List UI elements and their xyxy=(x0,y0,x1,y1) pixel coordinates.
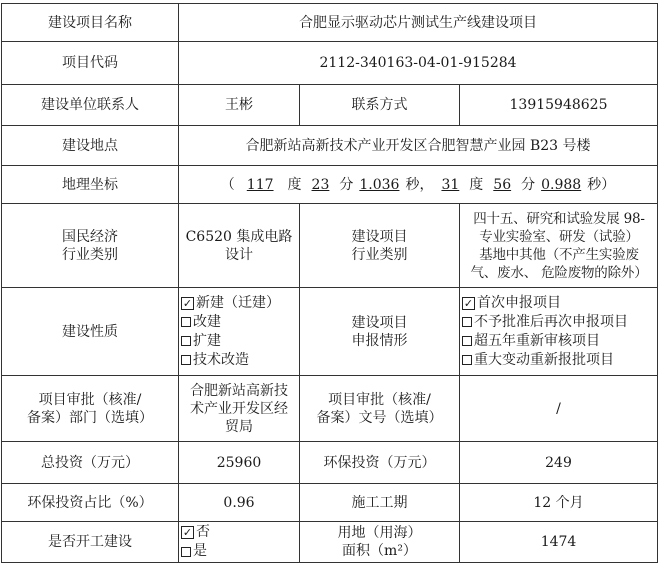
started-option-no[interactable] xyxy=(181,523,295,542)
declare-option-major-change[interactable] xyxy=(462,351,653,370)
sec-unit-2: 秒 xyxy=(587,176,602,193)
env-investment-label: 环保投资（万元） xyxy=(300,442,460,484)
min-unit-2: 分 xyxy=(521,176,536,193)
project-code-label: 项目代码 xyxy=(2,42,179,85)
area-value: 1474 xyxy=(460,522,658,563)
phone-label: 联系方式 xyxy=(300,85,460,126)
checkbox-icon[interactable] xyxy=(462,336,472,346)
row-location xyxy=(2,126,658,166)
declare-option-resubmit[interactable] xyxy=(462,313,653,332)
project-name-value: 合肥显示驱动芯片测试生产线建设项目 xyxy=(179,4,658,42)
approval-dept-value xyxy=(179,376,300,442)
location-value: 合肥新站高新技术产业开发区合肥智慧产业园 B23 号楼 xyxy=(179,126,658,166)
deg-unit: 度 xyxy=(287,176,302,193)
area-label-line: 面积（m²） xyxy=(342,543,417,559)
industry-label-line: 国民经济 xyxy=(62,228,118,245)
option-label: 超五年重新审核项目 xyxy=(474,332,600,349)
approval-dept-line: 术产业开发区经 xyxy=(190,400,288,417)
option-label: 不予批准后再次申报项目 xyxy=(474,313,628,330)
industry-label-line: 行业类别 xyxy=(62,246,118,263)
project-category-line: 专业实验室、研发（试验） xyxy=(479,228,639,245)
lat-minute-field xyxy=(483,177,521,193)
row-investment xyxy=(2,442,658,484)
lat-second-field xyxy=(535,177,587,193)
industry-value xyxy=(179,204,300,288)
project-category-line: 四十五、研究和试验发展 98- xyxy=(473,210,645,227)
lon-second: 1.036 xyxy=(359,176,400,193)
coords-close: ） xyxy=(601,176,616,193)
row-industry xyxy=(2,204,658,288)
checkbox-icon[interactable] xyxy=(181,355,191,365)
declare-label xyxy=(300,288,460,376)
nature-option-new[interactable] xyxy=(181,294,295,313)
checkbox-icon[interactable] xyxy=(181,547,191,557)
row-nature xyxy=(2,288,658,376)
coords-value xyxy=(179,166,658,204)
option-label: 技术改造 xyxy=(193,351,249,368)
project-category-label-line: 行业类别 xyxy=(351,246,408,263)
approval-doc-value: / xyxy=(460,376,658,442)
declare-option-first[interactable] xyxy=(462,294,653,313)
industry-label xyxy=(2,204,179,288)
lat-degree-field xyxy=(433,177,469,193)
ratio-label: 环保投资占比（%） xyxy=(2,484,179,522)
coords-label: 地理坐标 xyxy=(2,166,179,204)
option-label: 否 xyxy=(196,524,210,540)
declare-option-five-years[interactable] xyxy=(462,332,653,351)
project-category-label-line: 建设项目 xyxy=(351,228,408,245)
period-value: 12 个月 xyxy=(460,484,658,522)
option-label: 首次申报项目 xyxy=(477,294,561,311)
started-option-yes[interactable] xyxy=(181,542,295,561)
option-label: 是 xyxy=(193,543,207,559)
project-code-value: 2112-340163-04-01-915284 xyxy=(179,42,658,85)
lon-minute: 23 xyxy=(311,176,330,193)
row-project-name xyxy=(2,4,658,42)
period-label: 施工工期 xyxy=(300,484,460,522)
project-info-table xyxy=(1,3,658,563)
investment-value: 25960 xyxy=(179,442,300,484)
checkbox-icon[interactable] xyxy=(181,336,191,346)
checkbox-icon[interactable] xyxy=(462,355,472,365)
row-approval xyxy=(2,376,658,442)
nature-options xyxy=(179,288,300,376)
lon-degree-field xyxy=(235,177,288,193)
approval-doc-label-line: 备案）文号（选填） xyxy=(316,409,443,426)
coords-open: （ xyxy=(220,176,235,193)
declare-label-line: 建设项目 xyxy=(351,314,408,331)
approval-dept-label-line: 备案）部门（选填） xyxy=(27,409,153,426)
contact-name: 王彬 xyxy=(179,85,300,126)
row-project-code xyxy=(2,42,658,85)
min-unit: 分 xyxy=(339,176,354,193)
checked-box-icon[interactable]: ✓ xyxy=(463,296,474,310)
checkbox-icon[interactable] xyxy=(181,317,191,327)
project-category-value xyxy=(460,204,658,288)
approval-dept-label-line: 项目审批（核准/ xyxy=(38,391,142,408)
coords-sep: ， xyxy=(419,176,434,193)
sec-unit: 秒 xyxy=(405,176,420,193)
deg-unit-2: 度 xyxy=(469,176,484,193)
investment-label: 总投资（万元） xyxy=(2,442,179,484)
lat-degree: 31 xyxy=(441,176,460,193)
lon-degree: 117 xyxy=(246,176,274,193)
location-label: 建设地点 xyxy=(2,126,179,166)
lon-minute-field xyxy=(302,177,340,193)
industry-value-line: 设计 xyxy=(225,246,253,263)
area-label xyxy=(300,522,460,563)
project-category-line: 基地中其他（不产生实验废 xyxy=(479,246,639,263)
row-started xyxy=(2,522,658,563)
row-coordinates xyxy=(2,166,658,204)
approval-dept-label xyxy=(2,376,179,442)
declare-options xyxy=(460,288,658,376)
nature-option-tech[interactable] xyxy=(181,351,295,370)
approval-dept-line: 合肥新站高新技 xyxy=(190,382,288,399)
ratio-value: 0.96 xyxy=(179,484,300,522)
project-category-label xyxy=(300,204,460,288)
nature-label: 建设性质 xyxy=(2,288,179,376)
option-label: 新建（迁建） xyxy=(196,294,280,311)
row-ratio xyxy=(2,484,658,522)
checked-box-icon[interactable]: ✓ xyxy=(182,526,193,539)
lon-second-field xyxy=(353,177,405,193)
checked-box-icon[interactable]: ✓ xyxy=(182,296,193,310)
checkbox-icon[interactable] xyxy=(462,317,472,327)
env-investment-value: 249 xyxy=(460,442,658,484)
option-label: 扩建 xyxy=(193,332,221,349)
lat-minute: 56 xyxy=(493,176,512,193)
area-label-line: 用地（用海） xyxy=(337,525,422,541)
declare-label-line: 申报情形 xyxy=(351,332,408,349)
option-label: 重大变动重新报批项目 xyxy=(474,351,614,368)
contact-label: 建设单位联系人 xyxy=(2,85,179,126)
phone-value: 13915948625 xyxy=(460,85,658,126)
approval-doc-label xyxy=(300,376,460,442)
nature-option-rebuild[interactable] xyxy=(181,313,295,332)
approval-doc-label-line: 项目审批（核准/ xyxy=(328,391,431,408)
lat-second: 0.988 xyxy=(541,176,582,193)
approval-dept-line: 贸局 xyxy=(225,418,253,435)
project-name-label: 建设项目名称 xyxy=(2,4,179,42)
started-label: 是否开工建设 xyxy=(2,522,179,563)
row-contact xyxy=(2,85,658,126)
industry-value-line: C6520 集成电路 xyxy=(185,228,293,245)
option-label: 改建 xyxy=(193,313,221,330)
started-options xyxy=(179,522,300,563)
project-category-line: 气、废水、 危险废物的除外） xyxy=(470,264,648,281)
nature-option-expand[interactable] xyxy=(181,332,295,351)
